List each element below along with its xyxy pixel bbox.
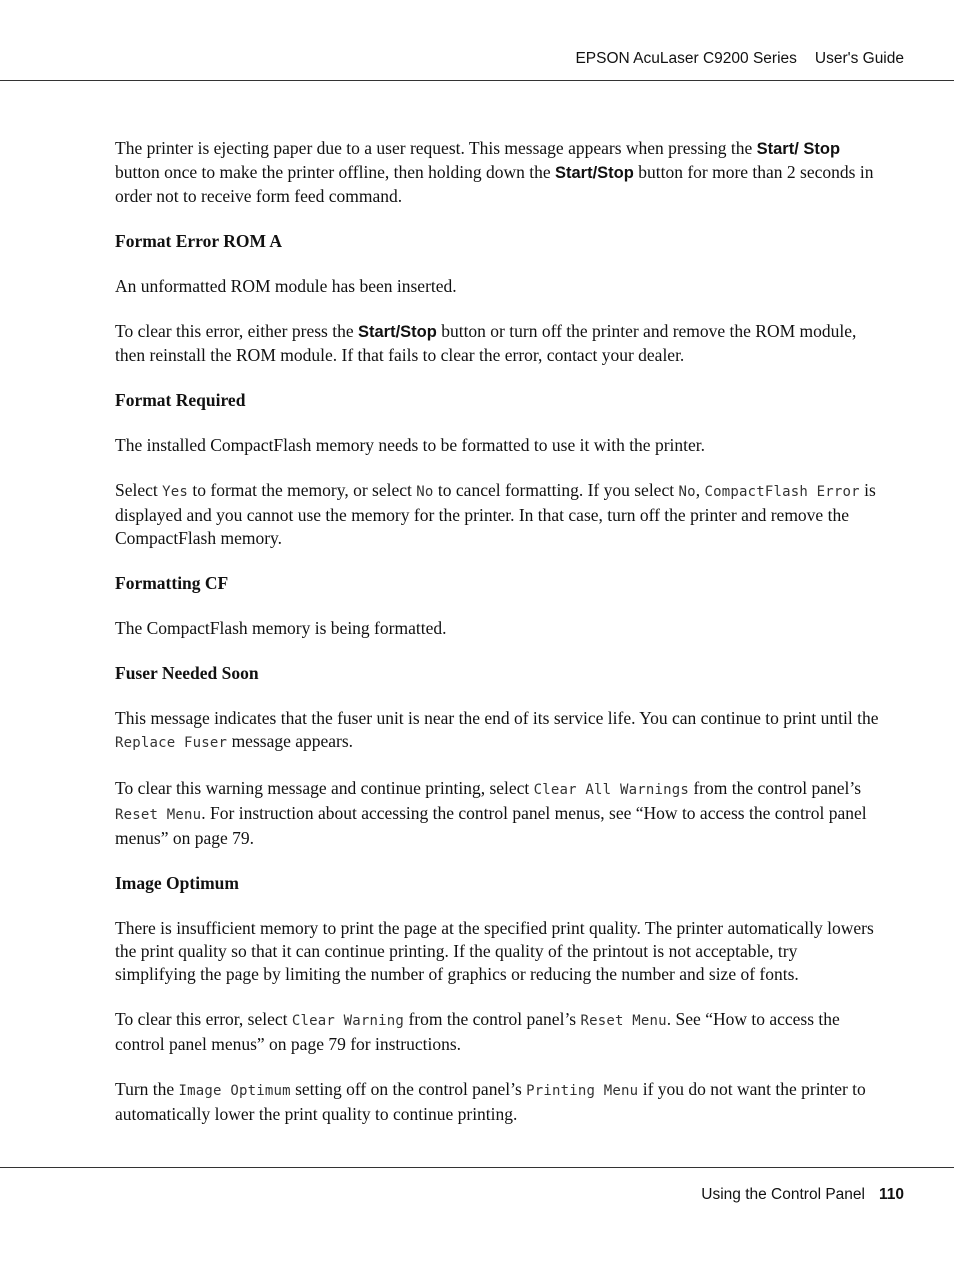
heading-fuser-needed-soon: Fuser Needed Soon [115,663,259,683]
paragraph: The installed CompactFlash memory needs to be formatted to use it with the printer. [115,435,706,455]
text-run: Turn the [115,1079,179,1099]
paragraph: An unformatted ROM module has been inserted. [115,276,457,296]
footer-rule [0,1167,954,1168]
text-run: button for more than 2 seconds in order not to receive form feed command. [115,162,874,206]
text-run: To clear this error, either press the [115,321,358,341]
header-product: EPSON AcuLaser C9200 Series [575,50,797,67]
heading-format-required: Format Required [115,390,246,410]
lcd-text-no: No [416,484,434,500]
text-run: button or turn off the printer and remove the ROM module, then reinstall the ROM module. If that fails to clear the error, contact your dealer. [115,321,857,365]
lcd-text-printing-menu: Printing Menu [526,1083,639,1099]
heading-formatting-cf: Formatting CF [115,573,229,593]
lcd-text-image-optimum: Image Optimum [178,1083,291,1099]
page-number: 110 [878,1186,904,1203]
lcd-text-compactflash-error: CompactFlash Error [704,484,860,500]
paragraph [115,479,879,550]
text-run: The printer is ejecting paper due to a user request. This message appears when pressing the [115,138,757,158]
text-run: . See “How to access the control panel menus” on page 79 for instructions. [115,1009,840,1054]
lcd-text-replace-fuser: Replace Fuser [115,735,228,751]
paragraph: The CompactFlash memory is being formatted. [115,618,447,638]
paragraph [115,1008,879,1056]
text-run: . For instruction about accessing the control panel menus, see “How to access the control panel menus” on page 79. [115,803,867,848]
text-run: message appears. [227,731,354,751]
paragraph: There is insufficient memory to print the page at the specified print quality. The printer automatically lowers the print quality so that it can continue printing. If the quality of the printout is not acceptable, try simplifying the page by limiting the number of graphics or reducing the number and size of fonts. [115,918,874,984]
lcd-text-no: No [678,484,696,500]
intro-paragraph [115,137,879,208]
paragraph [115,707,879,755]
text-run: is displayed and you cannot use the memory for the printer. In that case, turn off the printer and remove the CompactFlash memory. [115,480,876,548]
text-run: if you do not want the printer to automatically lower the print quality to continue printing. [115,1079,866,1124]
paragraph [115,320,879,367]
lcd-text-clear-all-warnings: Clear All Warnings [533,782,689,798]
lcd-text-clear-warning: Clear Warning [291,1013,405,1029]
header-rule [0,80,954,81]
heading-format-error-rom-a: Format Error ROM A [115,231,283,251]
text-run: Select [115,480,163,500]
text-run: button once to make the printer offline, then holding down the [115,162,555,182]
page-header [575,50,904,68]
button-name-start-stop: Start/Stop [357,323,437,341]
page-footer [701,1186,904,1204]
button-name-start-stop: Start/Stop [555,164,634,182]
heading-image-optimum: Image Optimum [115,873,239,893]
text-run: To clear this error, select [115,1009,292,1029]
footer-section: Using the Control Panel [701,1186,865,1203]
text-run: This message indicates that the fuser unit is near the end of its service life. You can continue to print until the [115,708,879,728]
page-content [115,137,879,1148]
button-name-start-stop: Start/ Stop [756,140,841,158]
text-run: to cancel formatting. If you select [433,480,679,500]
text-run: from the control panel’s [404,1009,581,1029]
text-run: , [695,480,705,500]
text-run: To clear this warning message and continue printing, select [115,778,534,798]
text-run: from the control panel’s [688,778,862,798]
lcd-text-yes: Yes [162,484,189,500]
paragraph [115,1078,879,1126]
text-run: setting off on the control panel’s [290,1079,527,1099]
paragraph [115,777,879,850]
text-run: to format the memory, or select [188,480,417,500]
lcd-text-reset-menu: Reset Menu [580,1013,667,1029]
lcd-text-reset-menu: Reset Menu [115,807,202,823]
header-guide: User's Guide [814,50,904,67]
